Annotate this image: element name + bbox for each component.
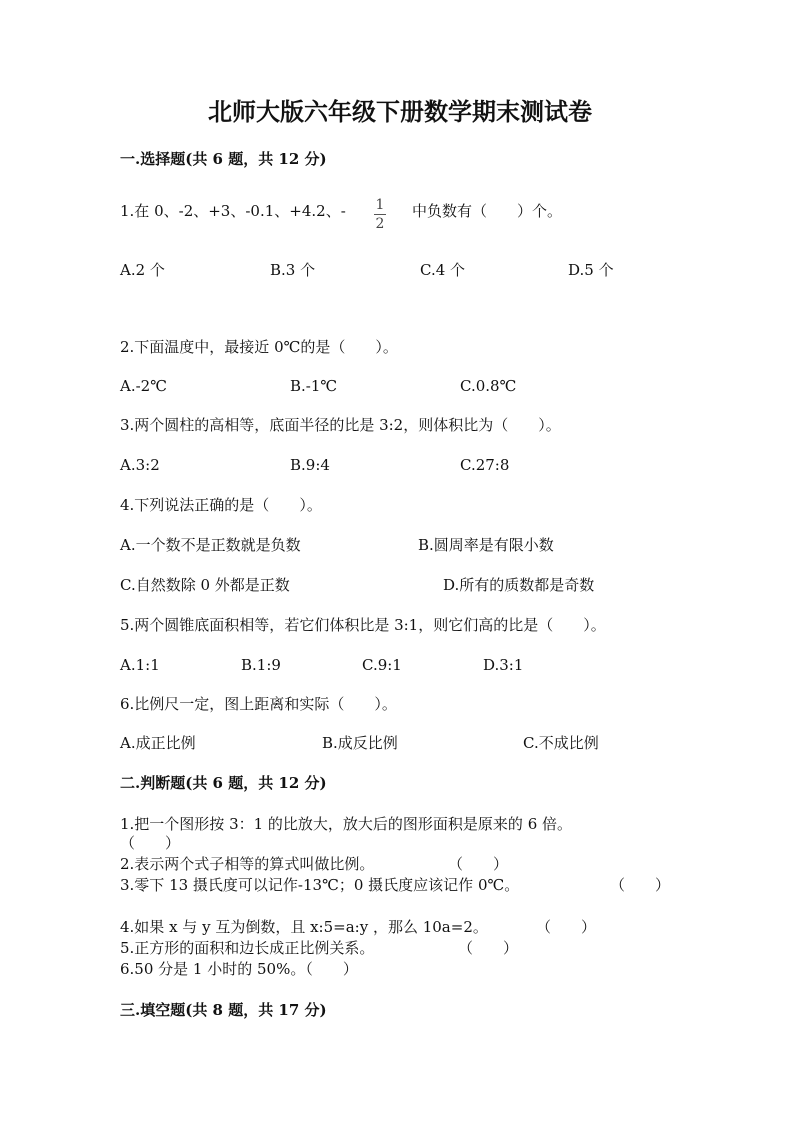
tf-q5-stem: 5.正方形的面积和边长成正比例关系。 bbox=[120, 939, 375, 957]
tf-q2-stem: 2.表示两个式子相等的算式叫做比例。 bbox=[120, 855, 375, 873]
mc-q3-stem: 3.两个圆柱的高相等，底面半径的比是 3:2，则体积比为（ ）。 bbox=[120, 416, 561, 434]
mc-q1-fraction-numerator: 1 bbox=[375, 197, 385, 213]
mc-q3-option-c: C.27:8 bbox=[460, 456, 510, 474]
mc-q6-option-c: C.不成比例 bbox=[523, 734, 599, 752]
mc-q4-option-b: B.圆周率是有限小数 bbox=[418, 536, 554, 554]
mc-q5-stem: 5.两个圆锥底面积相等，若它们体积比是 3:1，则它们高的比是（ ）。 bbox=[120, 616, 606, 634]
tf-q4-answer-paren: （ ） bbox=[536, 918, 597, 936]
mc-q1-option-d: D.5 个 bbox=[568, 261, 614, 279]
tf-q3-stem: 3.零下 13 摄氏度可以记作-13℃；0 摄氏度应该记作 0℃。 bbox=[120, 876, 520, 894]
tf-q2-answer-paren: （ ） bbox=[448, 855, 509, 873]
mc-q4-stem: 4.下列说法正确的是（ ）。 bbox=[120, 496, 322, 514]
mc-q1-fraction bbox=[372, 197, 388, 232]
fraction-bar bbox=[374, 214, 386, 215]
mc-q6-option-b: B.成反比例 bbox=[322, 734, 398, 752]
mc-q2-option-b: B.-1℃ bbox=[290, 377, 338, 395]
mc-q4-option-c: C.自然数除 0 外都是正数 bbox=[120, 576, 290, 594]
mc-q2-option-c: C.0.8℃ bbox=[460, 377, 517, 395]
section-heading-fill-blank: 三.填空题(共 8 题，共 17 分) bbox=[120, 1001, 327, 1019]
mc-q5-option-d: D.3:1 bbox=[483, 656, 524, 674]
mc-q6-stem: 6.比例尺一定，图上距离和实际（ ）。 bbox=[120, 695, 397, 713]
section-heading-true-false: 二.判断题(共 6 题，共 12 分) bbox=[120, 774, 327, 792]
mc-q4-option-a: A.一个数不是正数就是负数 bbox=[120, 536, 301, 554]
tf-q1-stem: 1.把一个图形按 3：1 的比放大，放大后的图形面积是原来的 6 倍。 bbox=[120, 815, 573, 833]
mc-q2-stem: 2.下面温度中，最接近 0℃的是（ ）。 bbox=[120, 338, 398, 356]
tf-q4-stem: 4.如果 x 与 y 互为倒数，且 x:5=a:y ，那么 10a=2。 bbox=[120, 918, 488, 936]
mc-q1-stem-pre: 1.在 0、-2、+3、-0.1、+4.2、- bbox=[120, 202, 346, 220]
tf-q6-stem: 6.50 分是 1 小时的 50%。（ ） bbox=[120, 960, 358, 978]
section-heading-choice: 一.选择题(共 6 题，共 12 分) bbox=[120, 150, 327, 168]
mc-q3-option-b: B.9:4 bbox=[290, 456, 330, 474]
mc-q1-option-c: C.4 个 bbox=[420, 261, 466, 279]
mc-q5-option-a: A.1:1 bbox=[120, 656, 160, 674]
page-title: 北师大版六年级下册数学期末测试卷 bbox=[208, 97, 592, 126]
mc-q5-option-b: B.1:9 bbox=[241, 656, 281, 674]
mc-q1-fraction-denominator: 2 bbox=[375, 216, 385, 232]
mc-q4-option-d: D.所有的质数都是奇数 bbox=[443, 576, 595, 594]
tf-q5-answer-paren: （ ） bbox=[458, 939, 519, 957]
mc-q5-option-c: C.9:1 bbox=[362, 656, 402, 674]
mc-q3-option-a: A.3:2 bbox=[120, 456, 160, 474]
tf-q1-answer-paren: （ ） bbox=[120, 834, 181, 852]
mc-q1-option-b: B.3 个 bbox=[270, 261, 316, 279]
mc-q1-stem-post: 中负数有（ ）个。 bbox=[412, 202, 563, 220]
mc-q6-option-a: A.成正比例 bbox=[120, 734, 196, 752]
tf-q3-answer-paren: （ ） bbox=[610, 876, 671, 894]
mc-q2-option-a: A.-2℃ bbox=[120, 377, 167, 395]
mc-q1-option-a: A.2 个 bbox=[120, 261, 165, 279]
